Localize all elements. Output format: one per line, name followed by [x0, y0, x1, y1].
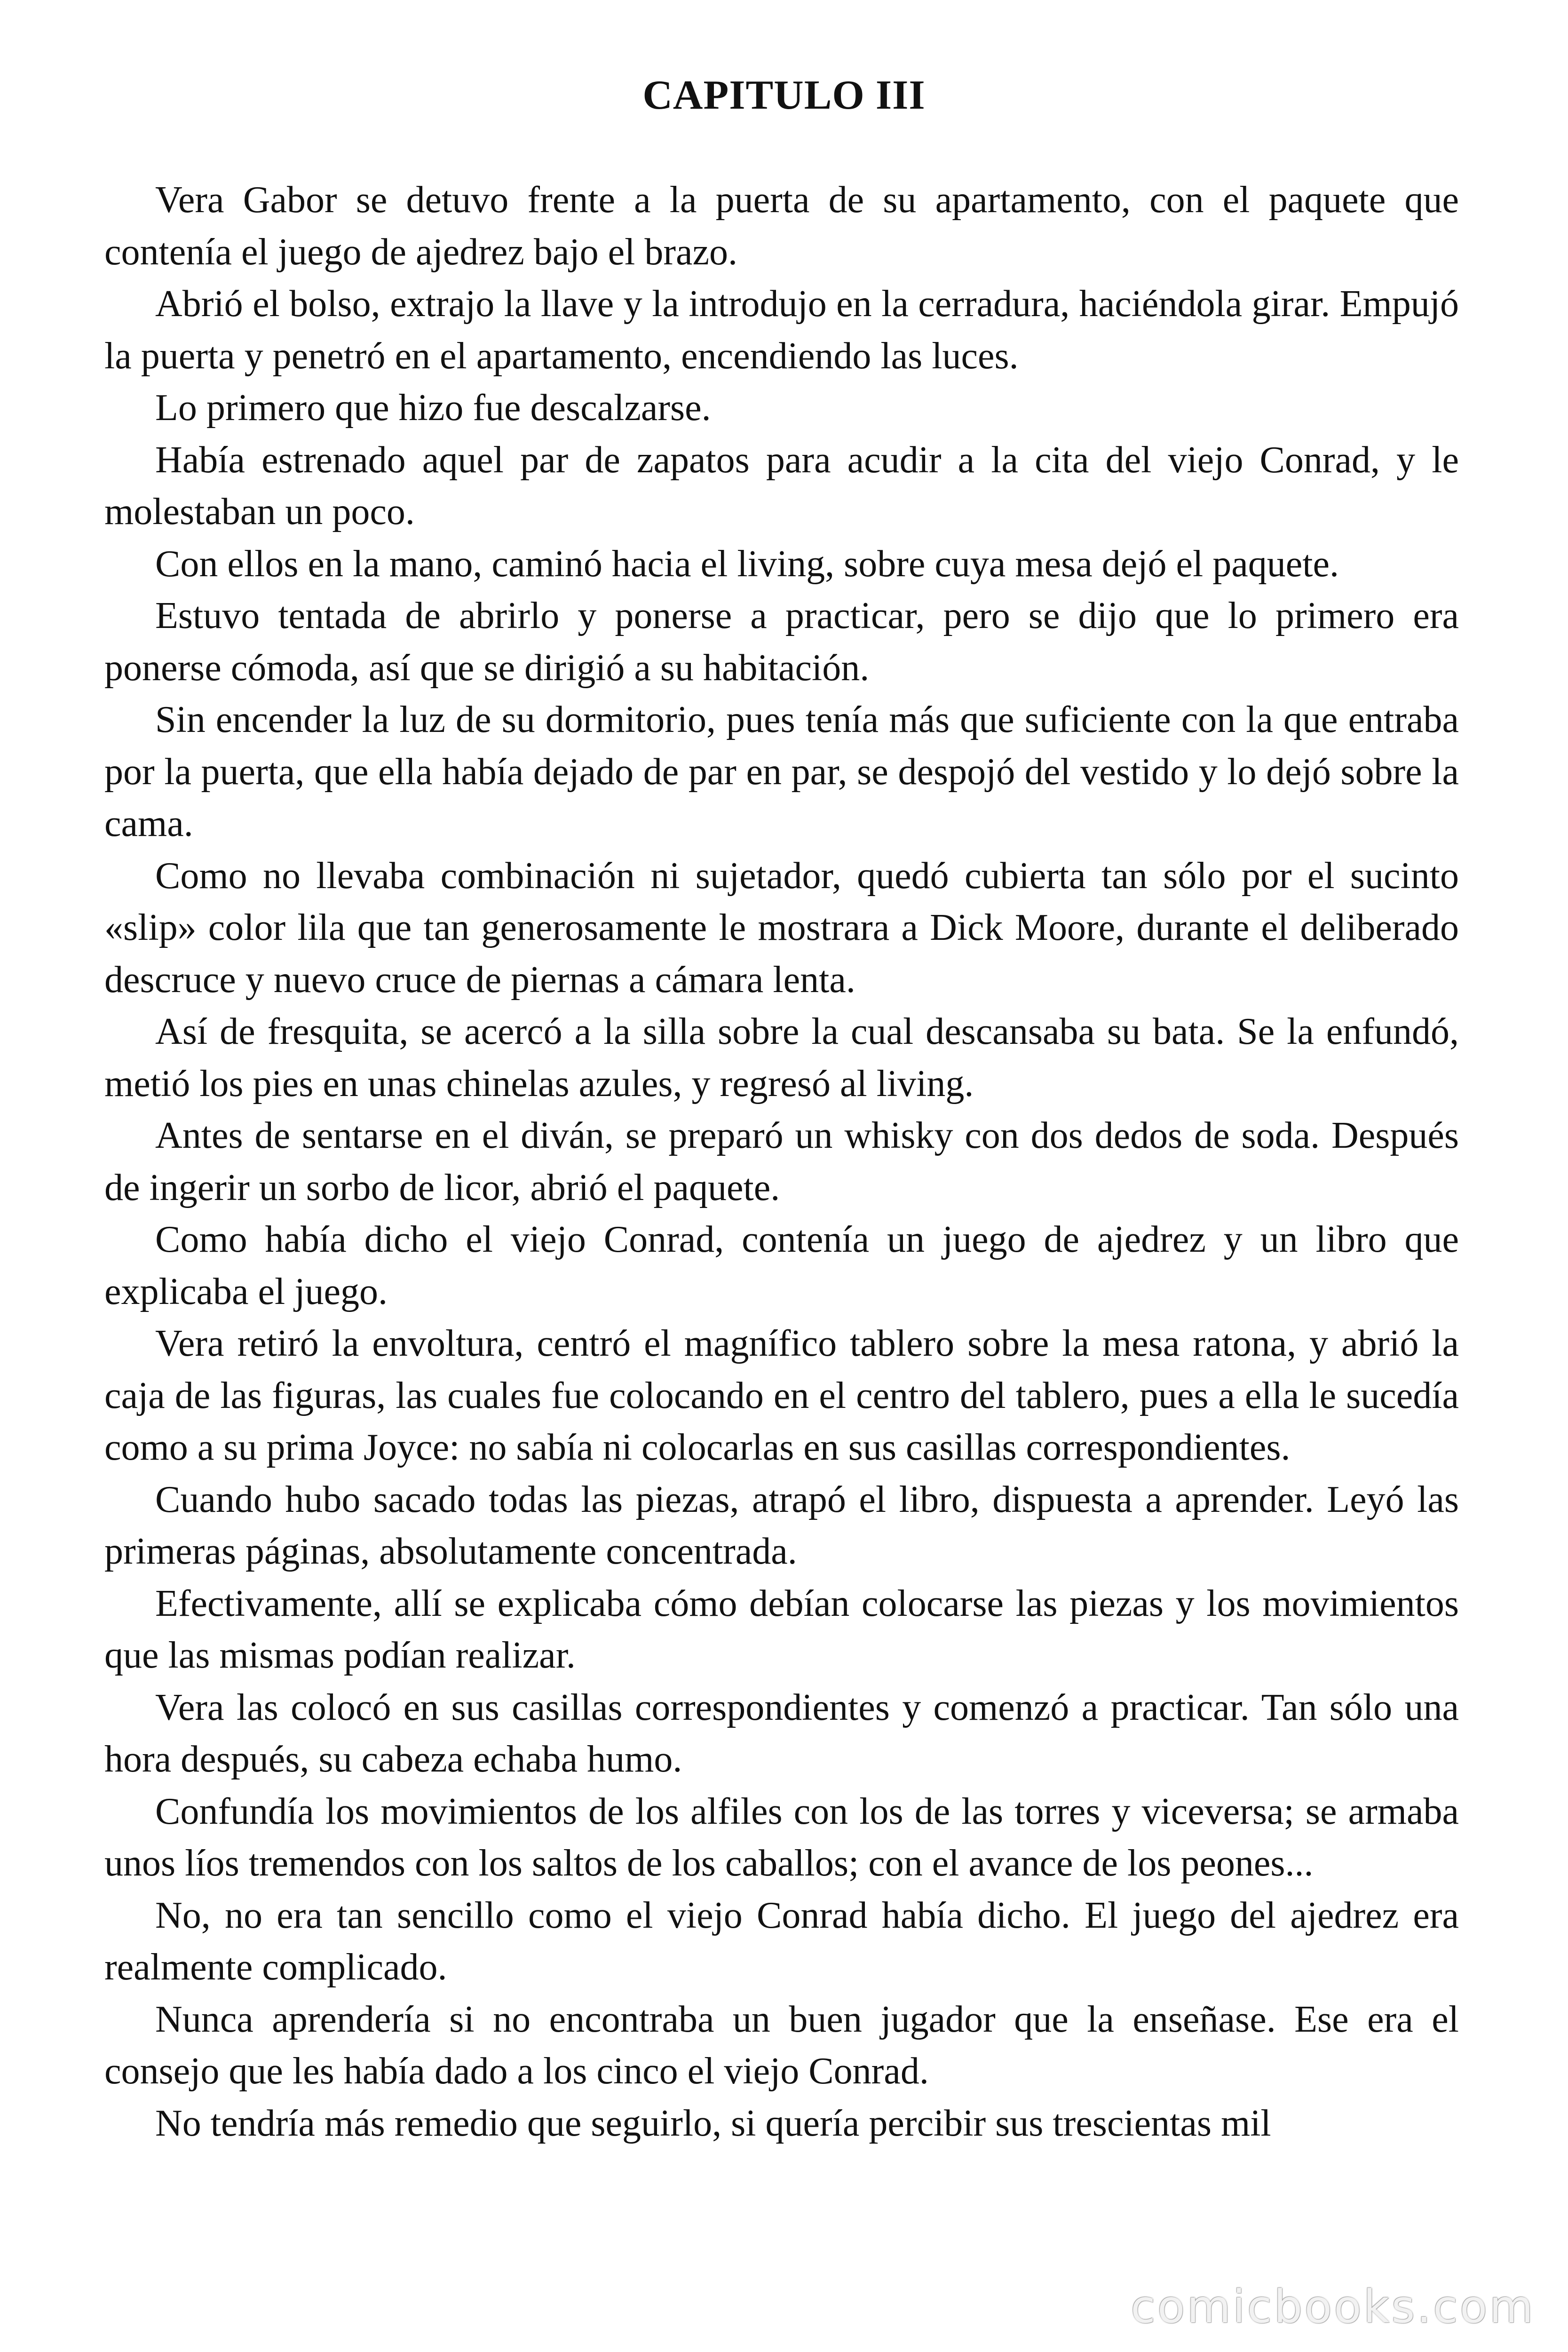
paragraph: Estuvo tentada de abrirlo y ponerse a practicar, pero se dijo que lo primero era ponerse cómoda, así que se dirigió a su habitación. — [104, 595, 1459, 689]
paragraph: Había estrenado aquel par de zapatos para acudir a la cita del viejo Conrad, y le molestaban un poco. — [104, 439, 1459, 532]
paragraph: Con ellos en la mano, caminó hacia el living, sobre cuya mesa dejó el paquete. — [155, 543, 1339, 585]
paragraph: Vera las colocó en sus casillas correspondientes y comenzó a practicar. Tan sólo una hora después, su cabeza echaba humo. — [104, 1686, 1459, 1780]
paragraph: Antes de sentarse en el diván, se preparó un whisky con dos dedos de soda. Después de ingerir un sorbo de licor, abrió el paquete. — [104, 1115, 1459, 1208]
paragraph: Confundía los movimientos de los alfiles con los de las torres y viceversa; se armaba unos líos tremendos con los saltos de los caballos; con el avance de los peones... — [104, 1790, 1459, 1884]
paragraph: Vera retiró la envoltura, centró el magnífico tablero sobre la mesa ratona, y abrió la caja de las figuras, las cuales fue colocando en el centro del tablero, pues a ella le sucedía como a su prima Joyce: no sabía ni colocarlas en sus casillas correspondientes. — [104, 1323, 1459, 1468]
paragraph: Vera Gabor se detuvo frente a la puerta de su apartamento, con el paquete que contenía el juego de ajedrez bajo el brazo. — [104, 179, 1459, 273]
paragraph: Como no llevaba combinación ni sujetador, quedó cubierta tan sólo por el sucinto «slip» color lila que tan generosamente le mostrara a Dick Moore, durante el deliberado descruce y nuevo cruce de piernas a cámara lenta. — [104, 855, 1459, 1001]
paragraph: Lo primero que hizo fue descalzarse. — [155, 387, 711, 429]
paragraph: Así de fresquita, se acercó a la silla sobre la cual descansaba su bata. Se la enfundó, metió los pies en unas chinelas azules, y regresó al living. — [104, 1011, 1459, 1104]
paragraph: Efectivamente, allí se explicaba cómo debían colocarse las piezas y los movimientos que las mismas podían realizar. — [104, 1582, 1459, 1676]
watermark-logo: comicbooks.com — [1130, 2280, 1535, 2333]
paragraph: Cuando hubo sacado todas las piezas, atrapó el libro, dispuesta a aprender. Leyó las primeras páginas, absolutamente concentrada. — [104, 1478, 1459, 1572]
chapter-body — [104, 174, 1459, 2149]
paragraph: No tendría más remedio que seguirlo, si quería percibir sus trescientas mil — [155, 2102, 1271, 2144]
paragraph: Como había dicho el viejo Conrad, contenía un juego de ajedrez y un libro que explicaba el juego. — [104, 1219, 1459, 1312]
paragraph: Nunca aprendería si no encontraba un buen jugador que la enseñase. Ese era el consejo que les había dado a los cinco el viejo Conrad. — [104, 1998, 1459, 2092]
chapter-title: CAPITULO III — [642, 72, 926, 118]
paragraph: Sin encender la luz de su dormitorio, pues tenía más que suficiente con la que entraba por la puerta, que ella había dejado de par en par, se despojó del vestido y lo dejó sobre la cama. — [104, 699, 1459, 844]
paragraph: Abrió el bolso, extrajo la llave y la introdujo en la cerradura, haciéndola girar. Empujó la puerta y penetró en el apartamento, encendiendo las luces. — [104, 283, 1459, 377]
paragraph: No, no era tan sencillo como el viejo Conrad había dicho. El juego del ajedrez era realmente complicado. — [104, 1894, 1459, 1988]
